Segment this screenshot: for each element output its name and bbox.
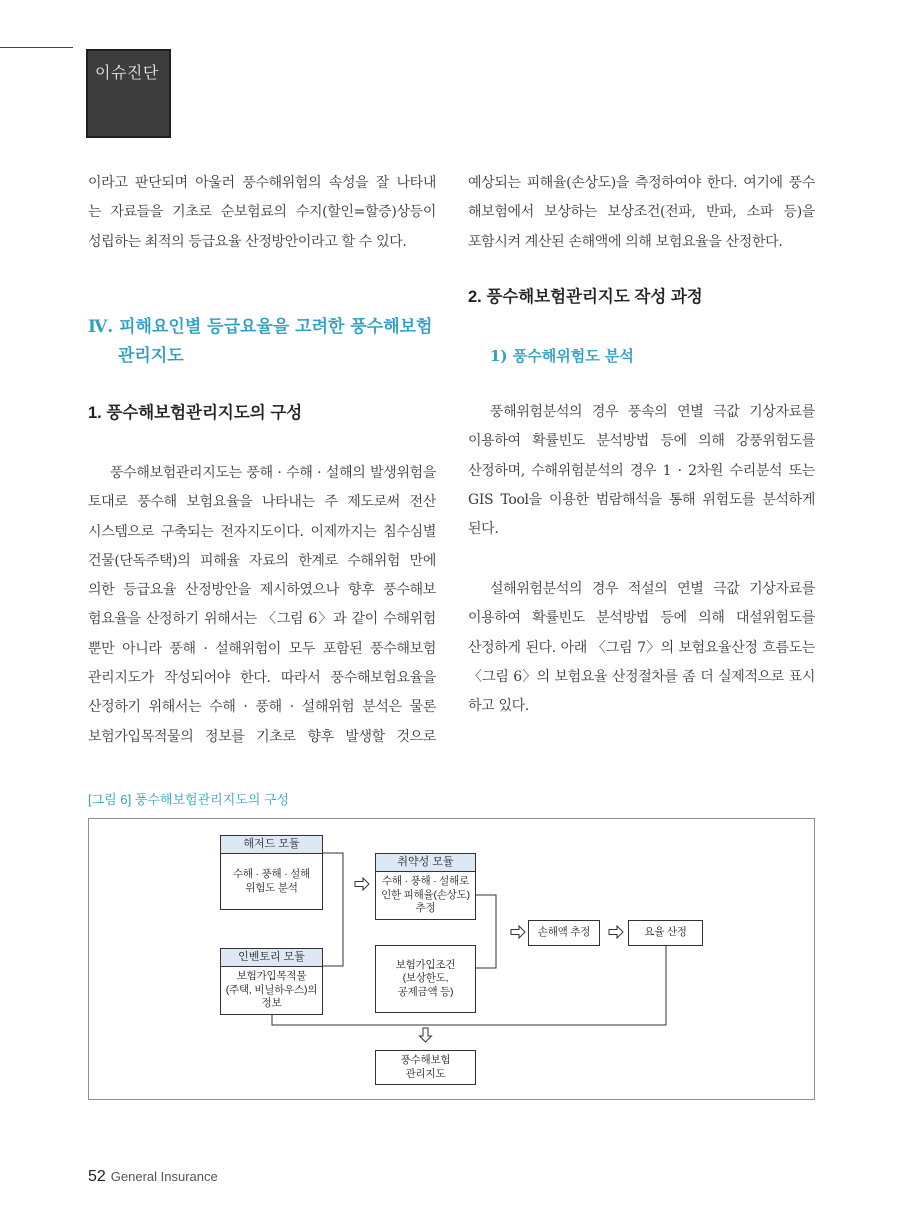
section-tab-label: 이슈진단 [95, 65, 159, 82]
inventory-module-box [220, 948, 323, 1015]
box-text-line: 수해 · 풍해 · 설해로 [381, 875, 470, 888]
left-body-paragraph [88, 459, 436, 752]
box-text-line: 수해 · 풍해 · 설해 [232, 868, 311, 880]
insurance-conditions-body [376, 946, 475, 1012]
text-line: 산정하기 위해서는 수해 · 풍해 · 설해위험 분석은 물론 [88, 699, 436, 716]
wind-flood-analysis-paragraph [468, 398, 815, 544]
inventory-module-body [221, 967, 322, 1014]
text-line: 하고 있다. [468, 698, 529, 715]
text-line: 예상되는 피해율(손상도)을 측정하여야 한다. 여기에 풍수 [468, 175, 815, 191]
box-text-line: (보상한도, [402, 972, 449, 985]
box-text-line: 인한 피해율(손상도) [381, 888, 470, 901]
vulnerability-conditions-bracket [476, 895, 496, 968]
rate-calculation-label: 요율 산정 [644, 926, 687, 939]
text-line: 이라고 판단되며 아울러 풍수해위험의 속성을 잘 나타내 [88, 175, 436, 191]
subsection-title: 2. 풍수해보험관리지도 작성 과정 [468, 288, 703, 306]
vulnerability-module-box [375, 853, 476, 920]
text-line: 풍해위험분석의 경우 풍속의 연별 극값 기상자료를 [490, 404, 815, 420]
box-text-line: 보험가입목적물 [236, 970, 307, 983]
snow-analysis-paragraph [468, 575, 815, 721]
left-column [88, 0, 436, 780]
text-line: 의한 등급요율 산정방안을 제시하였으나 향후 풍수해보 [88, 582, 436, 599]
down-arrow-icon [420, 1028, 432, 1042]
text-line: 풍수해보험관리지도는 풍해 · 수해 · 설해의 발생위험을 [110, 465, 436, 481]
section-heading-line: 관리지도 [118, 346, 184, 366]
page-footer [88, 1166, 218, 1188]
box-text-line: 관리지도 [405, 1067, 446, 1080]
section-heading-line: Ⅳ. 피해요인별 등급요율을 고려한 풍수해보험 [88, 317, 433, 337]
text-line: 보험가입목적물의 정보를 기초로 향후 발생할 것으로 [88, 728, 436, 745]
text-line: GIS Tool을 이용한 범람해석을 통해 위험도를 분석하게 [468, 491, 815, 508]
right-intro-paragraph [468, 169, 815, 257]
text-line: 험요율을 산정하기 위해서는 〈그림 6〉과 같이 수해위험 [88, 611, 436, 628]
page-number: 52 [88, 1168, 106, 1185]
text-line: 산정하며, 수해위험분석의 경우 1 · 2차원 수리분석 또는 [468, 462, 815, 479]
box-text-line: (주택, 비닐하우스)의 [225, 983, 318, 996]
hazard-inventory-bracket [323, 853, 343, 966]
box-text-line: 공제금액 등) [397, 985, 454, 998]
figure-caption: [그림 6] 풍수해보험관리지도의 구성 [88, 792, 290, 807]
text-line: 포함시켜 계산된 손해액에 의해 보험요율을 산정한다. [468, 233, 783, 250]
publication-name: General Insurance [110, 1169, 218, 1184]
text-line: 건물(단독주택)의 피해율 자료의 한계로 수해위험 만에 [88, 552, 436, 569]
text-line: 해보험에서 보상하는 보상조건(전파, 반파, 소파 등)을 [468, 204, 815, 221]
rate-calculation-box [628, 920, 703, 946]
right-arrow-icon [355, 878, 369, 890]
output-map-box [375, 1050, 476, 1085]
loss-estimation-body [529, 921, 599, 945]
rate-calculation-body [629, 921, 702, 945]
section-heading [88, 313, 436, 371]
text-line: 는 자료들을 기초로 순보험료의 수지(할인=할증)상등이 [88, 204, 436, 221]
text-line: 된다. [468, 521, 499, 538]
box-text-line: 추정 [415, 902, 436, 915]
box-text-line: 위험도 분석 [245, 881, 298, 894]
text-line: 산정하게 된다. 아래 〈그림 7〉의 보험요율산정 흐름도는 [468, 639, 815, 656]
top-rule [0, 47, 73, 48]
text-line: 설해위험분석의 경우 적설의 연별 극값 기상자료를 [490, 581, 815, 597]
insurance-conditions-box [375, 945, 476, 1013]
text-line: 성립하는 최적의 등급요율 산정방안이라고 할 수 있다. [88, 233, 407, 250]
inventory-module-title: 인벤토리 모듈 [221, 949, 322, 967]
text-line: 이용하여 확률빈도 분석방법 등에 의해 대설위험도를 [468, 610, 815, 627]
vulnerability-module-body [376, 872, 475, 919]
vulnerability-module-title: 취약성 모듈 [376, 854, 475, 872]
right-column [468, 0, 815, 780]
right-arrow-icon [511, 926, 525, 938]
loss-estimation-box [528, 920, 600, 946]
hazard-module-body [221, 854, 322, 909]
right-arrow-icon [609, 926, 623, 938]
subsection-title: 1. 풍수해보험관리지도의 구성 [88, 404, 303, 422]
box-text-line: 풍수해보험 [400, 1054, 451, 1066]
left-intro-paragraph [88, 169, 436, 257]
loss-estimation-label: 손해액 추정 [537, 926, 591, 939]
text-line: 뿐만 아니라 풍해 · 설해위험이 모두 포함된 풍수해보험 [88, 640, 436, 657]
box-text-line: 정보 [261, 997, 282, 1010]
text-line: 토대로 풍수해 보험요율을 나타내는 주 제도로써 전산 [88, 494, 436, 511]
hazard-module-title: 해저드 모듈 [221, 836, 322, 854]
text-line: 관리지도가 작성되어야 한다. 따라서 풍수해보험요율을 [88, 670, 436, 687]
figure-diagram [88, 818, 815, 1100]
subsubsection-title: 1) 풍수해위험도 분석 [490, 347, 634, 365]
text-line: 〈그림 6〉의 보험요율 산정절차를 좀 더 실제적으로 표시 [468, 668, 815, 685]
hazard-module-box [220, 835, 323, 910]
output-map-body [376, 1051, 475, 1084]
box-text-line: 보험가입조건 [395, 958, 456, 971]
text-line: 시스템으로 구축되는 전자지도이다. 이제까지는 침수심별 [88, 523, 436, 540]
text-line: 이용하여 확률빈도 분석방법 등에 의해 강풍위험도를 [468, 433, 815, 450]
